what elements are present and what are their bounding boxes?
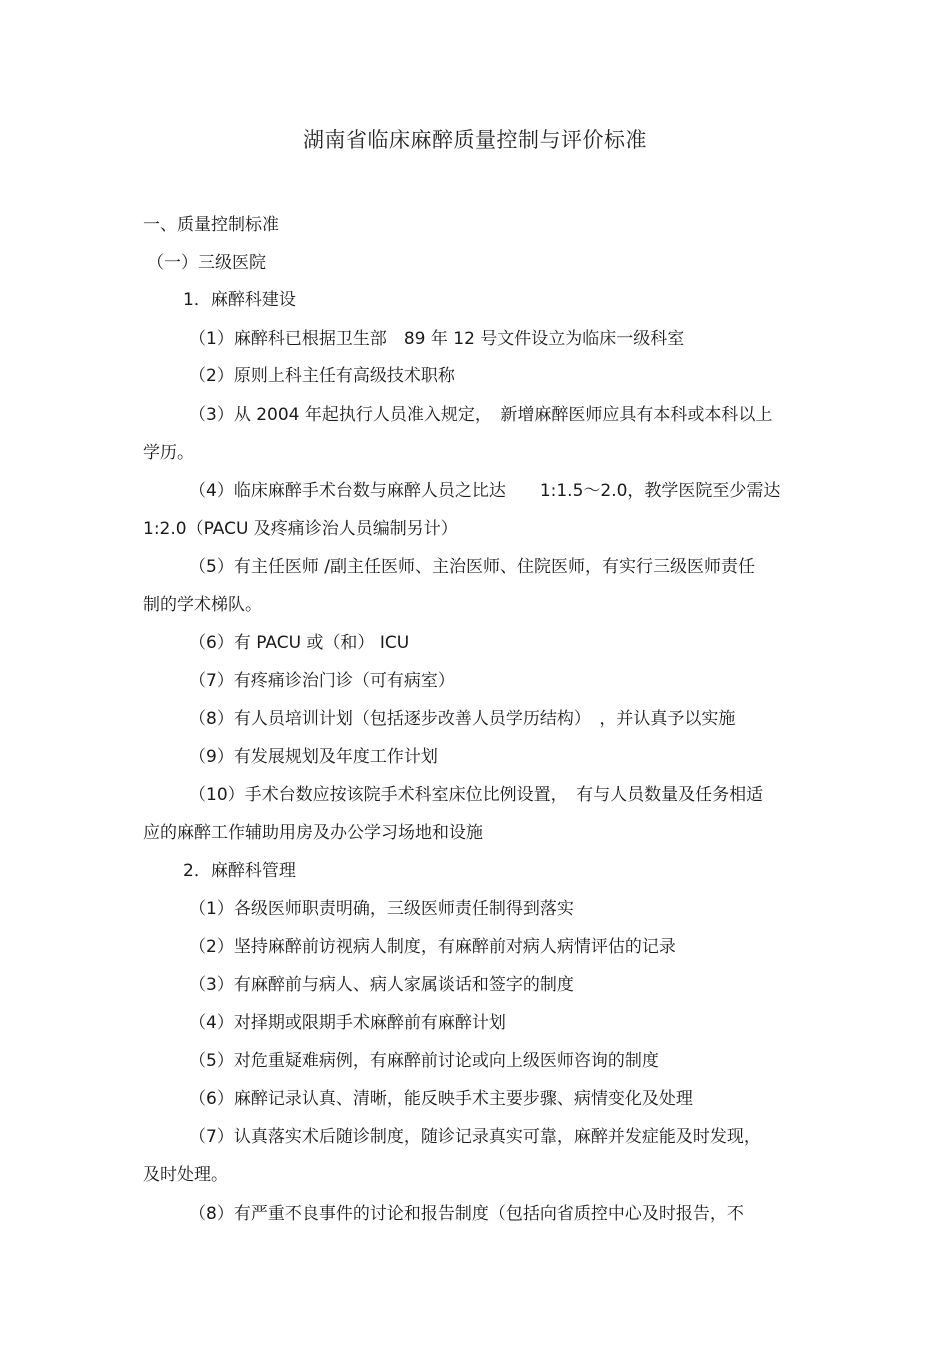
- paragraph-line: 应的麻醉工作辅助用房及办公学习场地和设施: [143, 823, 483, 843]
- paragraph-line: （5）对危重疑难病例，有麻醉前讨论或向上级医师咨询的制度: [189, 1051, 659, 1071]
- paragraph-line: （1）麻醉科已根据卫生部 89 年 12 号文件设立为临床一级科室: [189, 329, 685, 349]
- document-title: 湖南省临床麻醉质量控制与评价标准: [303, 128, 647, 152]
- item-heading: 2．麻醉科管理: [183, 861, 296, 881]
- subsection-heading: （一）三级医院: [147, 253, 266, 273]
- paragraph-line: （8）有严重不良事件的讨论和报告制度（包括向省质控中心及时报告，不: [189, 1204, 744, 1224]
- paragraph-line: （6）麻醉记录认真、清晰，能反映手术主要步骤、病情变化及处理: [189, 1089, 693, 1109]
- paragraph-line: （4）对择期或限期手术麻醉前有麻醉计划: [189, 1013, 506, 1033]
- paragraph-line: （6）有 PACU 或（和） ICU: [189, 633, 410, 653]
- paragraph-line: （7）有疼痛诊治门诊（可有病室）: [189, 671, 455, 691]
- paragraph-line: （3）有麻醉前与病人、病人家属谈话和签字的制度: [189, 975, 574, 995]
- paragraph-line: （1）各级医师职责明确，三级医师责任制得到落实: [189, 899, 574, 919]
- paragraph-line: （3）从 2004 年起执行人员准入规定， 新增麻醉医师应具有本科或本科以上: [189, 405, 773, 425]
- paragraph-line: （5）有主任医师 /副主任医师、主治医师、住院医师，有实行三级医师责任: [189, 557, 755, 577]
- paragraph-line: （8）有人员培训计划（包括逐步改善人员学历结构） ，并认真予以实施: [189, 709, 736, 729]
- paragraph-line: （10）手术台数应按该院手术科室床位比例设置， 有与人员数量及任务相适: [189, 785, 764, 805]
- paragraph-line: 制的学术梯队。: [143, 595, 262, 615]
- paragraph-line: （4）临床麻醉手术台数与麻醉人员之比达 1:1.5～2.0，教学医院至少需达: [189, 481, 781, 501]
- item-heading: 1．麻醉科建设: [183, 290, 296, 310]
- paragraph-line: （2）坚持麻醉前访视病人制度，有麻醉前对病人病情评估的记录: [189, 937, 676, 957]
- paragraph-line: 学历。: [143, 443, 194, 463]
- paragraph-line: 1:2.0（PACU 及疼痛诊治人员编制另计）: [143, 519, 458, 539]
- paragraph-line: （7）认真落实术后随诊制度，随诊记录真实可靠，麻醉并发症能及时发现，: [189, 1127, 761, 1147]
- paragraph-line: （9）有发展规划及年度工作计划: [189, 747, 438, 767]
- section-heading: 一、质量控制标准: [143, 215, 279, 235]
- paragraph-line: 及时处理。: [143, 1165, 228, 1185]
- paragraph-line: （2）原则上科主任有高级技术职称: [189, 366, 455, 386]
